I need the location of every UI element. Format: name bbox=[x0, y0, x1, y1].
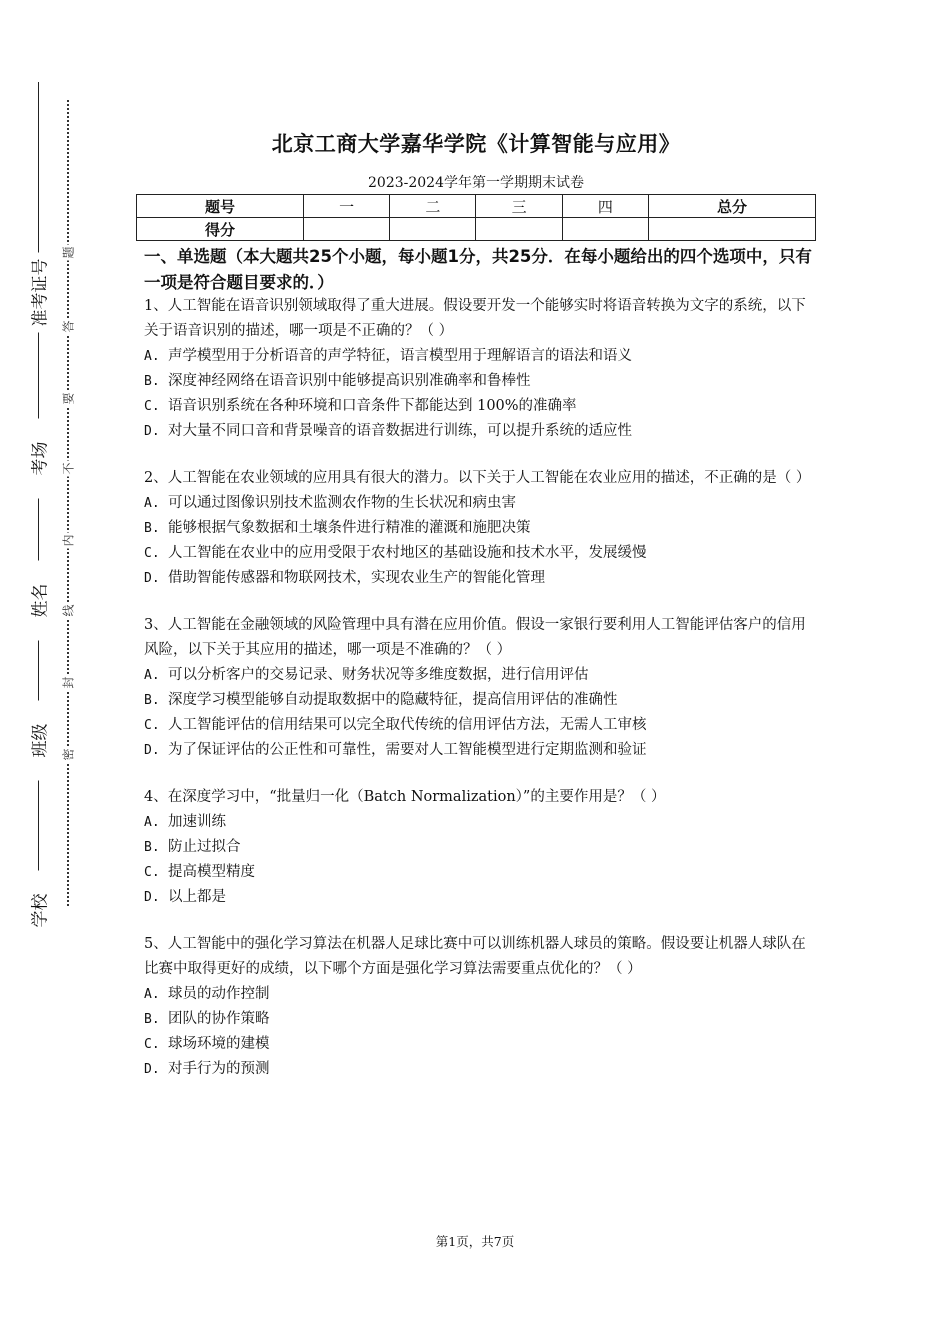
option-c bbox=[144, 541, 816, 566]
seal-char: 封 bbox=[61, 676, 76, 689]
option-text: 为了保证评估的公正性和可靠性，需要对人工智能模型进行定期监测和验证 bbox=[168, 742, 647, 758]
option-key: D. bbox=[144, 571, 160, 586]
option-key: A. bbox=[144, 815, 160, 830]
option-b bbox=[144, 516, 816, 541]
question-stem: 5、人工智能中的强化学习算法在机器人足球比赛中可以训练机器人球员的策略。假设要让机器人球队在比赛中取得更好的成绩，以下哪个方面是强化学习算法需要重点优化的？（ ） bbox=[144, 936, 806, 977]
option-text: 人工智能在农业中的应用受限于农村地区的基础设施和技术水平，发展缓慢 bbox=[168, 545, 647, 561]
seal-char: 题 bbox=[61, 246, 76, 259]
option-key: B. bbox=[144, 693, 160, 708]
option-b bbox=[144, 835, 816, 860]
option-a bbox=[144, 344, 816, 369]
option-a bbox=[144, 663, 816, 688]
question-5 bbox=[144, 932, 816, 1082]
option-key: B. bbox=[144, 521, 160, 536]
option-c bbox=[144, 394, 816, 419]
option-b bbox=[144, 1007, 816, 1032]
option-text: 可以通过图像识别技术监测农作物的生长状况和病虫害 bbox=[168, 495, 516, 511]
score-input-cell bbox=[304, 218, 390, 241]
question-2 bbox=[144, 466, 816, 591]
class-label: 班级 bbox=[26, 701, 51, 781]
option-key: D. bbox=[144, 743, 160, 758]
option-text: 人工智能评估的信用结果可以完全取代传统的信用评估方法，无需人工审核 bbox=[168, 717, 647, 733]
score-table-score-row bbox=[137, 218, 816, 241]
binding-margin bbox=[0, 0, 110, 1344]
option-text: 对大量不同口音和背景噪音的语音数据进行训练，可以提升系统的适应性 bbox=[168, 423, 632, 439]
binding-solid-line bbox=[38, 82, 39, 932]
seal-dotted-line bbox=[67, 100, 69, 906]
school-label: 学校 bbox=[26, 871, 51, 951]
option-text: 以上都是 bbox=[168, 889, 226, 905]
option-key: D. bbox=[144, 424, 160, 439]
question-stem: 4、在深度学习中，“批量归一化（Batch Normalization）”的主要作用是？（ ） bbox=[144, 789, 666, 805]
option-key: B. bbox=[144, 1012, 160, 1027]
seal-char: 答 bbox=[61, 320, 76, 333]
option-text: 球员的动作控制 bbox=[168, 986, 270, 1002]
score-cell: 二 bbox=[390, 195, 476, 218]
score-cell: 总分 bbox=[648, 195, 815, 218]
seal-char: 密 bbox=[61, 748, 76, 761]
question-4 bbox=[144, 785, 816, 910]
score-input-cell bbox=[390, 218, 476, 241]
seal-char: 不 bbox=[61, 462, 76, 475]
score-cell: 四 bbox=[562, 195, 648, 218]
option-d bbox=[144, 885, 816, 910]
option-a bbox=[144, 982, 816, 1007]
option-text: 可以分析客户的交易记录、财务状况等多维度数据，进行信用评估 bbox=[168, 667, 589, 683]
seal-char: 要 bbox=[61, 392, 76, 405]
option-key: A. bbox=[144, 987, 160, 1002]
option-text: 语音识别系统在各种环境和口音条件下都能达到 100%的准确率 bbox=[168, 398, 577, 414]
name-label: 姓名 bbox=[26, 561, 51, 641]
option-key: A. bbox=[144, 496, 160, 511]
score-input-cell bbox=[648, 218, 815, 241]
score-input-cell bbox=[562, 218, 648, 241]
seal-char: 内 bbox=[61, 534, 76, 547]
option-text: 提高模型精度 bbox=[168, 864, 255, 880]
option-key: D. bbox=[144, 1062, 160, 1077]
exam-subtitle: 2023-2024学年第一学期期末试卷 bbox=[368, 175, 584, 191]
option-text: 团队的协作策略 bbox=[168, 1011, 270, 1027]
page-number: 第1页，共7页 bbox=[435, 1234, 515, 1249]
option-key: B. bbox=[144, 374, 160, 389]
question-1 bbox=[144, 294, 816, 444]
option-key: C. bbox=[144, 546, 160, 561]
option-text: 防止过拟合 bbox=[168, 839, 241, 855]
score-table bbox=[136, 194, 816, 241]
question-stem: 1、人工智能在语音识别领域取得了重大进展。假设要开发一个能够实时将语音转换为文字的系统，以下关于语音识别的描述，哪一项是不正确的？（ ） bbox=[144, 298, 806, 339]
score-input-cell bbox=[476, 218, 562, 241]
exam-room-label: 考场 bbox=[26, 419, 51, 499]
option-key: C. bbox=[144, 1037, 160, 1052]
question-stem: 3、人工智能在金融领域的风险管理中具有潜在应用价值。假设一家银行要利用人工智能评估客户的信用风险，以下关于其应用的描述，哪一项是不准确的？（ ） bbox=[144, 617, 806, 658]
score-cell: 一 bbox=[304, 195, 390, 218]
exam-title: 北京工商大学嘉华学院《计算智能与应用》 bbox=[271, 132, 681, 156]
option-key: C. bbox=[144, 865, 160, 880]
option-c bbox=[144, 860, 816, 885]
option-text: 声学模型用于分析语音的声学特征，语言模型用于理解语言的语法和语义 bbox=[168, 348, 632, 364]
option-key: A. bbox=[144, 349, 160, 364]
question-list bbox=[144, 294, 816, 1104]
option-d bbox=[144, 1057, 816, 1082]
option-text: 加速训练 bbox=[168, 814, 226, 830]
option-key: D. bbox=[144, 890, 160, 905]
option-c bbox=[144, 713, 816, 738]
seal-char: 线 bbox=[61, 604, 76, 617]
option-a bbox=[144, 491, 816, 516]
exam-id-label: 准考证号 bbox=[26, 253, 51, 333]
option-key: A. bbox=[144, 668, 160, 683]
option-key: C. bbox=[144, 399, 160, 414]
score-table-header-row bbox=[137, 195, 816, 218]
score-cell: 题号 bbox=[137, 195, 304, 218]
option-d bbox=[144, 566, 816, 591]
question-3 bbox=[144, 613, 816, 763]
question-stem: 2、人工智能在农业领域的应用具有很大的潜力。以下关于人工智能在农业应用的描述，不正确的是（ ） bbox=[144, 470, 811, 486]
option-text: 能够根据气象数据和土壤条件进行精准的灌溉和施肥决策 bbox=[168, 520, 531, 536]
option-text: 深度学习模型能够自动提取数据中的隐藏特征，提高信用评估的准确性 bbox=[168, 692, 618, 708]
option-d bbox=[144, 738, 816, 763]
option-key: B. bbox=[144, 840, 160, 855]
option-c bbox=[144, 1032, 816, 1057]
score-row-label: 得分 bbox=[137, 218, 304, 241]
option-d bbox=[144, 419, 816, 444]
option-text: 深度神经网络在语音识别中能够提高识别准确率和鲁棒性 bbox=[168, 373, 531, 389]
option-key: C. bbox=[144, 718, 160, 733]
option-b bbox=[144, 688, 816, 713]
option-a bbox=[144, 810, 816, 835]
option-text: 借助智能传感器和物联网技术，实现农业生产的智能化管理 bbox=[168, 570, 545, 586]
score-cell: 三 bbox=[476, 195, 562, 218]
section-heading: 一、单选题（本大题共25个小题，每小题1分，共25分．在每小题给出的四个选项中，只有一项是符合题目要求的．） bbox=[144, 247, 812, 292]
option-text: 对手行为的预测 bbox=[168, 1061, 270, 1077]
option-b bbox=[144, 369, 816, 394]
option-text: 球场环境的建模 bbox=[168, 1036, 270, 1052]
